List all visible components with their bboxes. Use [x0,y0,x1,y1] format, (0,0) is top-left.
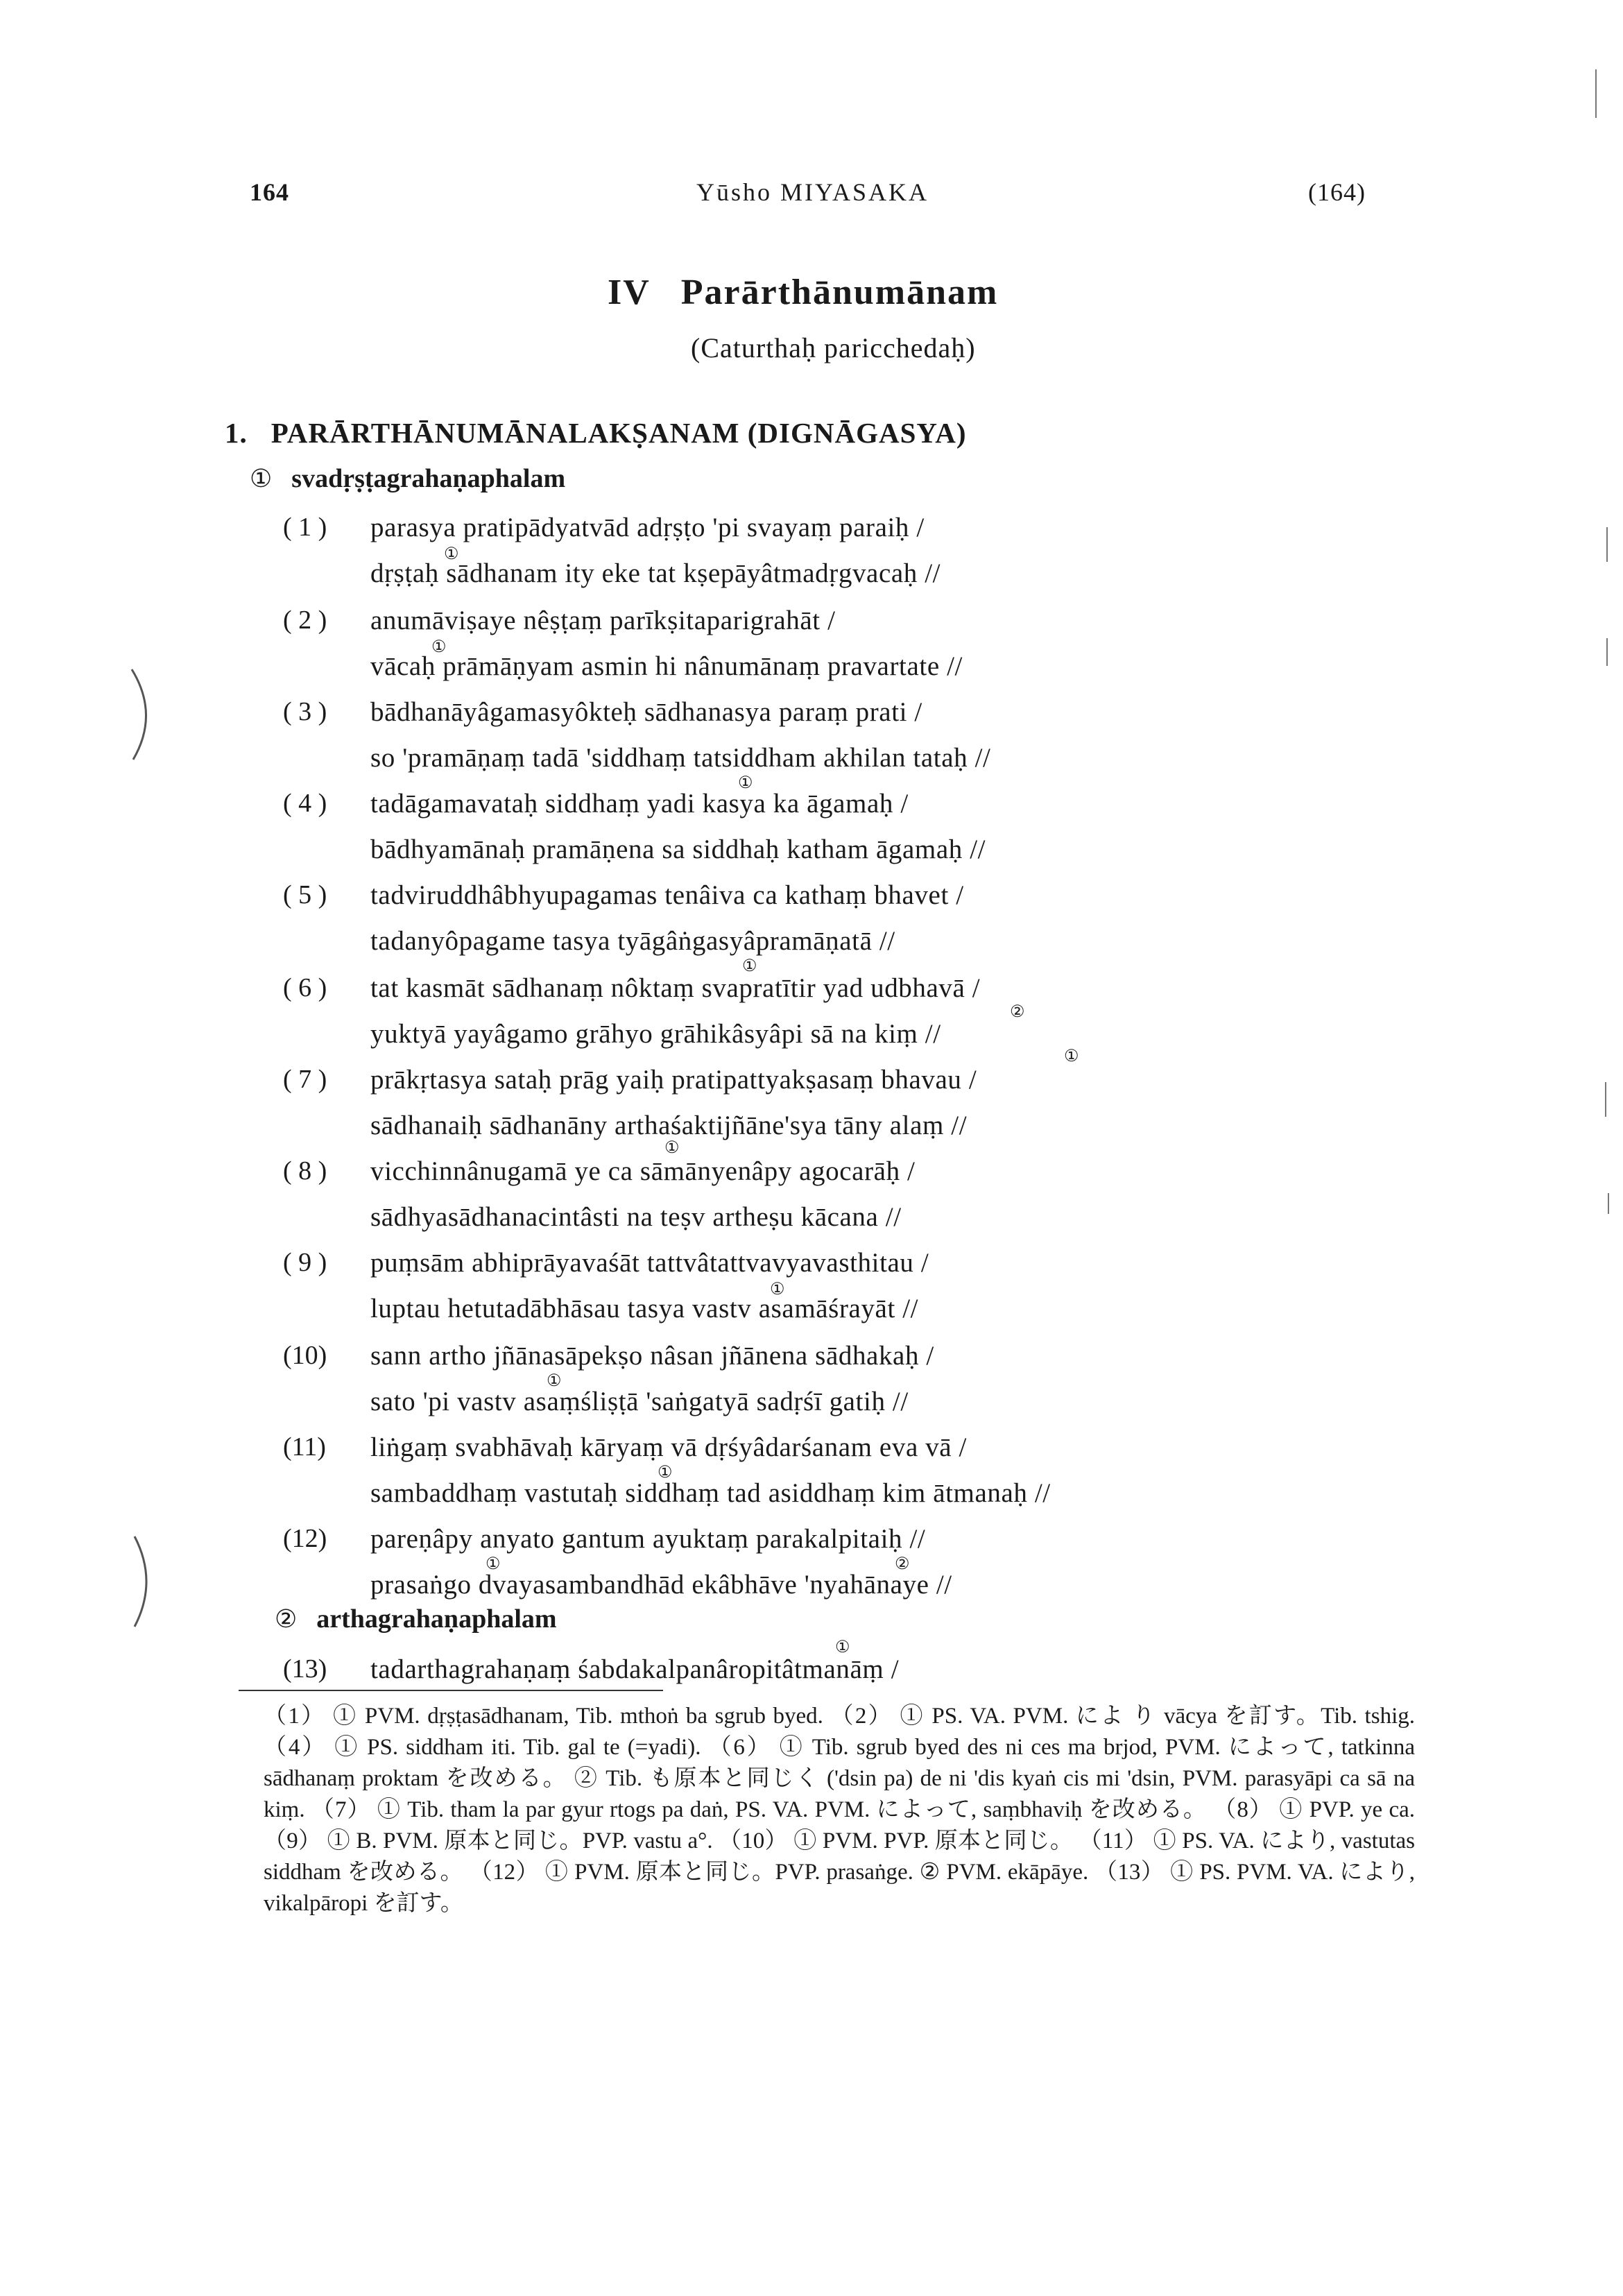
verse-line: pareṇâpy anyato gantum ayuktaṃ parakalpitaiḥ // [370,1524,926,1554]
verse-line: sato 'pi vastv asaṃśliṣṭā 'saṅgatyā sadṛśī gatiḥ // [370,1387,909,1416]
section-heading [225,416,967,449]
verse-line: puṃsām abhiprāyavaśāt tattvâtattvavyavasthitau / [370,1248,929,1278]
note-marker: ① [1064,1047,1079,1065]
footnote-divider [239,1690,663,1691]
verse-number: ( 2 ) [283,606,327,635]
note-marker: ① [664,1139,680,1157]
note-marker: ① [431,638,447,656]
verse-number: ( 4 ) [283,789,327,818]
verse-number: (11) [283,1432,326,1462]
scan-artifact [1608,1193,1609,1214]
verse-line: prākṛtasya sataḥ prāg yaiḥ pratipattyakṣasaṃ bhavau / [370,1065,977,1095]
subsection-title: svadṛṣṭagrahaṇaphalam [291,464,566,493]
verse-number: (13) [283,1654,327,1684]
note-marker: ① [835,1638,850,1656]
verse-line: tadarthagrahaṇaṃ śabdakalpanâropitâtmanāṃ / [370,1654,900,1684]
chapter-title [608,272,998,313]
verse-line: vācaḥ prāmāṇyam asmin hi nânumānaṃ pravartate // [370,651,963,681]
verse-line: so 'pramāṇaṃ tadā 'siddhaṃ tatsiddham akhilan tataḥ // [370,743,991,773]
chapter-roman-numeral: IV [608,273,651,312]
verse-number: ( 3 ) [283,697,327,726]
chapter-title-text: Parārthānumānam [680,273,999,312]
chapter-subtitle: (Caturthaḥ paricchedaḥ) [691,332,976,363]
scan-artifact [1595,69,1597,118]
subsection-marker: ② [275,1605,298,1633]
verse-number: ( 6 ) [283,973,327,1002]
verse-number: ( 7 ) [283,1065,327,1094]
verse-line: tadviruddhâbhyupagamas tenâiva ca kathaṃ bhavet / [370,880,964,910]
verse-line: dṛṣṭaḥ sādhanam ity eke tat kṣepāyâtmadṛgvacaḥ // [370,558,941,588]
note-marker: ① [658,1464,673,1482]
page-number-right: (164) [1308,178,1366,206]
running-author: Yūsho MIYASAKA [696,178,929,206]
verse-number: ( 9 ) [283,1248,327,1277]
scan-artifact [125,666,166,763]
verse-number: ( 1 ) [283,513,327,542]
verse-line: liṅgaṃ svabhāvaḥ kāryaṃ vā dṛśyâdarśanam eva vā / [370,1432,967,1462]
verse-number: ( 5 ) [283,880,327,909]
verse-line: sann artho jñānasāpekṣo nâsan jñānena sādhakaḥ / [370,1341,934,1371]
subsection-heading [250,463,565,494]
verse-number: (12) [283,1524,327,1553]
verse-line: vicchinnânugamā ye ca sāmānyenâpy agocarāḥ / [370,1156,916,1186]
subsection-heading [275,1604,557,1634]
footnotes [264,1701,1415,1919]
section-title: PARĀRTHĀNUMĀNALAKṢANAM (DIGNĀGASYA) [270,417,967,449]
verse-line: tadanyôpagame tasya tyāgâṅgasyâpramāṇatā // [370,926,895,956]
note-marker: ① [770,1280,785,1299]
note-marker: ① [486,1555,501,1573]
scan-artifact [1606,638,1608,666]
note-marker: ① [742,957,757,975]
page-number: 164 [250,178,289,206]
verse-line: parasya pratipādyatvād adṛṣṭo 'pi svayaṃ paraiḥ / [370,513,925,542]
verse-line: prasaṅgo dvayasambandhād ekâbhāve 'nyahānaye // [370,1570,952,1600]
scan-artifact [1605,1082,1606,1117]
verse-line: anumāviṣaye nêṣṭaṃ parīkṣitaparigrahāt / [370,606,836,635]
note-marker: ② [1010,1003,1025,1021]
verse-line: sādhyasādhanacintâsti na teṣv artheṣu kācana // [370,1202,902,1232]
verse-line: luptau hetutadābhāsau tasya vastv asamāśrayāt // [370,1294,919,1323]
note-marker: ① [444,545,459,563]
verse-line: bādhyamānaḥ pramāṇena sa siddhaḥ katham āgamaḥ // [370,834,986,864]
note-marker: ② [895,1555,910,1573]
verse-line: sambaddhaṃ vastutaḥ siddhaṃ tad asiddhaṃ kim ātmanaḥ // [370,1478,1051,1508]
scan-artifact [125,1533,166,1630]
footnote-text: （1） ① PVM. dṛṣṭasādhanam, Tib. mthoṅ ba sgrub byed. （2） ① PS. VA. PVM. によ り vācya を訂す。Tib. tshig. （4） ① PS. siddham iti. Tib. gal te (=yadi). （6） ① Tib. sgrub byed des ni ces ma brjod, PVM. によって, tatkinna sādhanaṃ proktam を改める。 ② Tib. も原本と同じく ('dsin pa) de ni 'dis kyaṅ cis mi 'dsin, PVM. parasyāpi ca sā na kiṃ. （7） ① Tib. tham la par gyur rtogs pa daṅ, PS. VA. PVM. によって, saṃbhaviḥ を改める。 （8） ① PVP. ye ca. （9） ① B. PVM. 原本と同じ。PVP. vastu a°. （10） ① PVM. PVP. 原本と同じ。 （11） ① PS. VA. により, vastutas siddham を改める。 （12） ① PVM. 原本と同じ。PVP. prasaṅge. ② PVM. ekāpāye. （13） ① PS. PVM. VA. により, vikalpāropi を訂す。 [264,1704,1415,1916]
note-marker: ① [547,1372,562,1390]
subsection-marker: ① [250,465,273,492]
scan-artifact [1606,527,1608,562]
verse-line: tat kasmāt sādhanaṃ nôktaṃ svapratītir yad udbhavā / [370,973,981,1003]
subsection-title: arthagrahaṇaphalam [316,1604,557,1634]
verse-line: tadāgamavataḥ siddhaṃ yadi kasya ka āgamaḥ / [370,789,909,819]
verse-line: bādhanāyâgamasyôkteḥ sādhanasya paraṃ prati / [370,697,922,727]
section-number: 1. [225,417,248,449]
verse-number: (10) [283,1341,327,1370]
verse-line: yuktyā yayâgamo grāhyo grāhikâsyâpi sā na kiṃ // [370,1019,941,1049]
verse-line: sādhanaiḥ sādhanāny arthaśaktijñāne'sya tāny alaṃ // [370,1111,968,1140]
note-marker: ① [738,774,753,792]
verse-number: ( 8 ) [283,1156,327,1185]
